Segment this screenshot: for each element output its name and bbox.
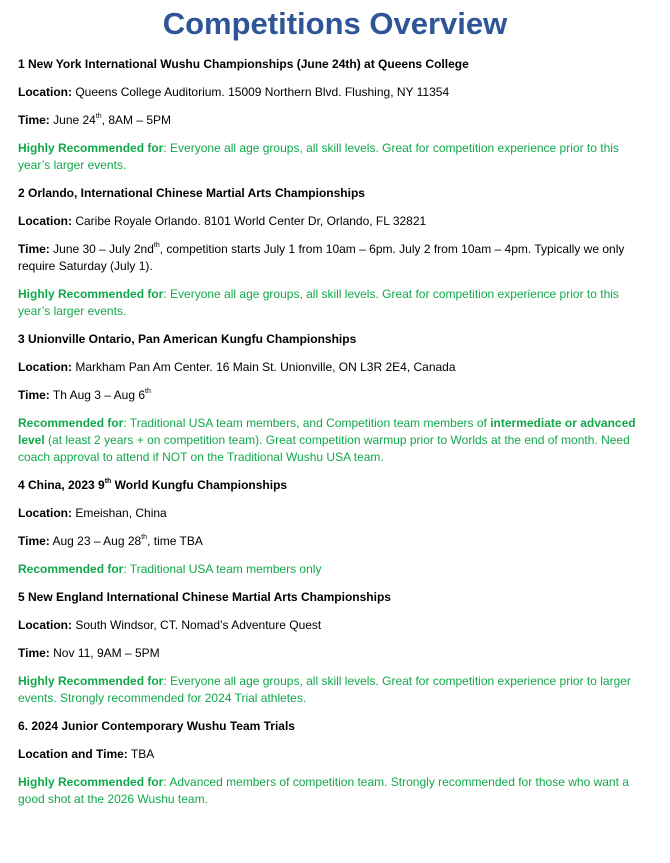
competition-heading: 1 New York International Wushu Championships (June 24th) at Queens College (18, 57, 469, 71)
recommendation-text: : Everyone all age groups, all skill levels. Great for competition experience prior to this year’s larger events. (18, 287, 619, 318)
competition-recommendation (18, 774, 642, 808)
location-time-label: Location and Time: (18, 747, 128, 761)
time-value-rest: , 8AM – 5PM (101, 113, 172, 127)
recommendation-label: Recommended for (18, 416, 124, 430)
competition-time (18, 645, 642, 662)
competition-heading: 5 New England International Chinese Martial Arts Championships (18, 590, 391, 604)
location-time-value: TBA (130, 747, 155, 761)
recommendation-text-rest: (at least 2 years + on competition team). Great competition warmup prior to Worlds at the end of month. Need coach approval to attend if NOT on the Traditional Wushu USA team. (18, 433, 630, 464)
time-label: Time: (18, 534, 50, 548)
ordinal-suffix: th (145, 388, 151, 395)
competition-location-time (18, 746, 642, 763)
competition-location (18, 84, 642, 101)
recommendation-label: Highly Recommended for (18, 775, 164, 789)
recommendation-text: : Everyone all age groups, all skill levels. Great for competition experience prior to this year’s larger events. (18, 141, 619, 172)
time-label: Time: (18, 646, 50, 660)
competition-recommendation (18, 673, 642, 707)
recommendation-text: : Everyone all age groups, all skill levels. Great for competition experience prior to larger events. Strongly recommended for 2024 Trial athletes. (18, 674, 631, 705)
location-value: Markham Pan Am Center. 16 Main St. Unionville, ON L3R 2E4, Canada (75, 360, 456, 374)
recommendation-emphasis: intermediate or advanced level (18, 416, 636, 447)
time-value: Nov 11, 9AM – 5PM (53, 646, 160, 660)
competition-list (18, 56, 642, 819)
location-label: Location: (18, 214, 72, 228)
competition-location (18, 505, 642, 522)
time-value: June 24 (53, 113, 96, 127)
recommendation-label: Highly Recommended for (18, 141, 164, 155)
recommendation-text: : Advanced members of competition team. Strongly recommended for those who want a good shot at the 2026 Wushu team. (18, 775, 629, 806)
page-title: Competitions Overview (162, 6, 508, 41)
ordinal-suffix: th (95, 113, 102, 120)
time-label: Time: (18, 113, 50, 127)
ordinal-suffix: th (141, 534, 148, 541)
location-value: South Windsor, CT. Nomad’s Adventure Quest (75, 618, 322, 632)
competition-recommendation (18, 415, 642, 466)
recommendation-label: Highly Recommended for (18, 674, 164, 688)
competition-heading: 2 Orlando, International Chinese Martial Arts Championships (18, 186, 365, 200)
time-value-rest: , competition starts July 1 from 10am – 6pm. July 2 from 10am – 4pm. Typically we only require Saturday (July 1). (18, 242, 625, 273)
location-value: Queens College Auditorium. 15009 Northern Blvd. Flushing, NY 11354 (75, 85, 450, 99)
competition-recommendation (18, 286, 642, 320)
competition-heading (18, 477, 642, 494)
location-value: Caribe Royale Orlando. 8101 World Center Dr, Orlando, FL 32821 (75, 214, 427, 228)
heading-text-rest: World Kungfu Championships (111, 478, 288, 492)
time-value: Th Aug 3 – Aug 6 (52, 388, 145, 402)
heading-text: 4 China, 2023 9 (18, 478, 105, 492)
competition-time (18, 387, 642, 404)
time-label: Time: (18, 242, 50, 256)
competition-time (18, 533, 642, 550)
competition-time (18, 241, 642, 275)
location-value: Emeishan, China (75, 506, 167, 520)
recommendation-text: : Traditional USA team members, and Competition team members of (123, 416, 491, 430)
location-label: Location: (18, 85, 72, 99)
competition-heading: 3 Unionville Ontario, Pan American Kungfu Championships (18, 332, 357, 346)
competition-location (18, 359, 642, 376)
ordinal-suffix: th (153, 242, 160, 249)
recommendation-label: Recommended for (18, 562, 124, 576)
time-value: June 30 – July 2nd (53, 242, 154, 256)
recommendation-label: Highly Recommended for (18, 287, 164, 301)
competition-heading: 6. 2024 Junior Contemporary Wushu Team Trials (18, 719, 295, 733)
location-label: Location: (18, 618, 72, 632)
competition-location (18, 617, 642, 634)
competition-recommendation (18, 140, 642, 174)
location-label: Location: (18, 506, 72, 520)
competition-recommendation (18, 561, 642, 578)
time-value: Aug 23 – Aug 28 (52, 534, 142, 548)
competition-location (18, 213, 642, 230)
recommendation-text: : Traditional USA team members only (123, 562, 322, 576)
ordinal-suffix: th (104, 478, 112, 485)
location-label: Location: (18, 360, 72, 374)
competition-time (18, 112, 642, 129)
time-value-rest: , time TBA (147, 534, 203, 548)
time-label: Time: (18, 388, 50, 402)
